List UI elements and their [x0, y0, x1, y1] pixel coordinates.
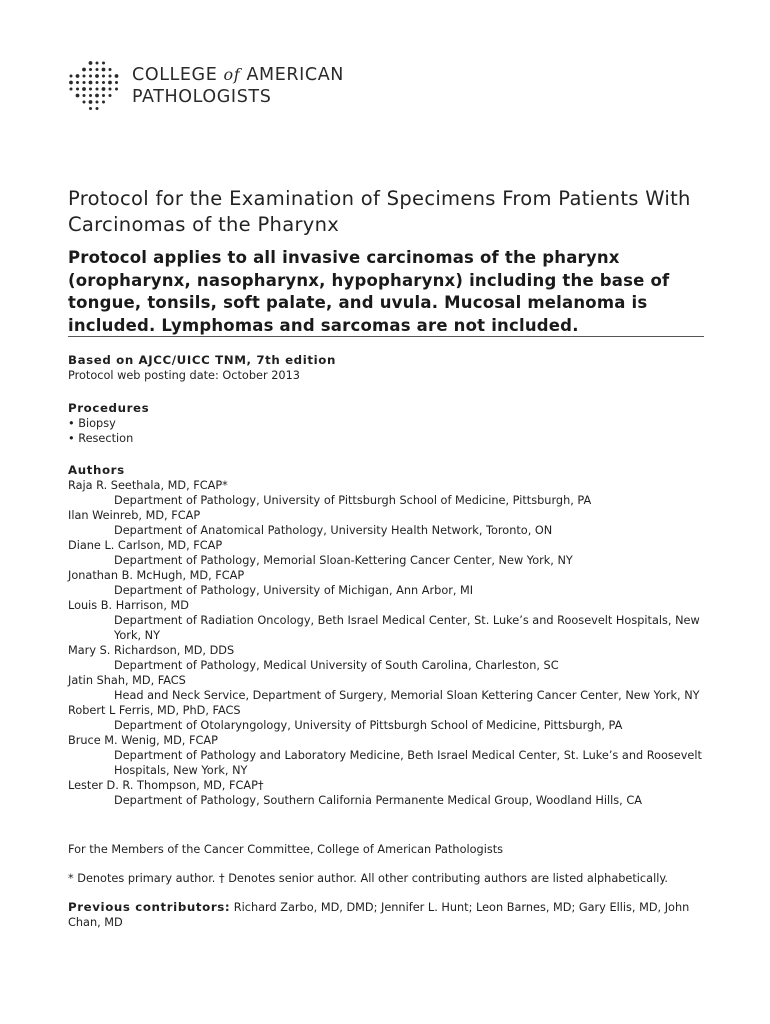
- previous-contributors-label: Previous contributors:: [68, 900, 231, 914]
- logo-dot: [95, 94, 99, 98]
- logo-dot: [115, 88, 118, 91]
- logo-line-2: PATHOLOGISTS: [132, 87, 272, 107]
- logo-dot: [70, 75, 73, 78]
- author-name: Ilan Weinreb, MD, FCAP: [68, 509, 201, 522]
- logo-line-1: COLLEGE of AMERICAN: [132, 65, 344, 85]
- logo-dot: [108, 81, 112, 85]
- logo-dot: [102, 94, 105, 97]
- posting-date: Protocol web posting date: October 2013: [68, 369, 300, 382]
- previous-contributors-names: Richard Zarbo, MD, DMD; Jennifer L. Hunt; Leon Barnes, MD; Gary Ellis, MD, John Chan, MD: [68, 901, 690, 929]
- author-name: Diane L. Carlson, MD, FCAP: [68, 539, 223, 552]
- author-name: Raja R. Seethala, MD, FCAP*: [68, 479, 228, 492]
- logo-dot: [96, 68, 99, 71]
- logo-dot: [89, 100, 93, 104]
- author-affiliation: Department of Otolaryngology, University of Pittsburgh School of Medicine, Pittsburgh, PA: [114, 719, 623, 732]
- logo-dot: [76, 94, 80, 98]
- author-list: [68, 478, 708, 808]
- logo-dot: [83, 81, 86, 84]
- author-affiliation: Department of Pathology, University of Pittsburgh School of Medicine, Pittsburgh, PA: [114, 494, 592, 507]
- logo-dot: [89, 88, 92, 91]
- author-name: Lester D. R. Thompson, MD, FCAP†: [68, 779, 264, 792]
- logo-dot: [89, 68, 92, 71]
- authors-section: [68, 463, 708, 808]
- authors-heading: Authors: [68, 463, 125, 477]
- procedure-item: • Biopsy: [68, 417, 116, 430]
- author-name: Robert L Ferris, MD, PhD, FACS: [68, 704, 241, 717]
- logo-dot: [76, 81, 79, 84]
- logo-dot: [109, 75, 112, 78]
- logo-dot: [76, 88, 79, 91]
- logo-wordmark: [132, 64, 344, 108]
- author-name: Bruce M. Wenig, MD, FCAP: [68, 734, 218, 747]
- author-affiliation: Department of Pathology, University of Michigan, Ann Arbor, MI: [114, 584, 474, 597]
- logo-dot: [96, 62, 99, 65]
- logo-dot: [83, 75, 86, 78]
- logo-dot: [115, 81, 118, 84]
- logo-dot: [89, 81, 93, 85]
- logo-dot: [96, 81, 99, 84]
- logo-dot: [96, 101, 99, 104]
- logo-dot: [82, 87, 86, 91]
- author-affiliation: Department of Pathology, Medical University of South Carolina, Charleston, SC: [114, 659, 559, 672]
- logo-dot: [96, 107, 99, 110]
- author-name: Jatin Shah, MD, FACS: [68, 674, 186, 687]
- author-affiliation: Department of Pathology, Southern California Permanente Medical Group, Woodland Hills, CA: [114, 794, 642, 807]
- logo-dot: [82, 68, 86, 72]
- logo-dot: [102, 101, 105, 104]
- procedures-section: [68, 401, 708, 446]
- document-subtitle: Protocol applies to all invasive carcinomas of the pharynx (oropharynx, nasopharynx, hypopharynx) including the base of tongue, tonsils, soft palate, and uvula. Mucosal melanoma is included. Lymphomas and sarcomas are not included.: [68, 248, 670, 335]
- logo-dot: [102, 75, 105, 78]
- logo-dot: [83, 94, 86, 97]
- author-name: Louis B. Harrison, MD: [68, 599, 189, 612]
- committee-note: For the Members of the Cancer Committee, College of American Pathologists: [68, 843, 504, 856]
- author-name: Jonathan B. McHugh, MD, FCAP: [68, 569, 245, 582]
- logo-dot: [89, 107, 92, 110]
- logo-dot: [109, 88, 112, 91]
- cap-dot-grid-icon: [68, 60, 120, 112]
- author-affiliation: Head and Neck Service, Department of Surgery, Memorial Sloan Kettering Cancer Center, New York, NY: [114, 689, 700, 702]
- author-name: Mary S. Richardson, MD, DDS: [68, 644, 235, 657]
- edition-basis: Based on AJCC/UICC TNM, 7th edition: [68, 353, 336, 367]
- logo-dot: [102, 81, 105, 84]
- edition-section: [68, 353, 708, 383]
- logo-dot: [89, 75, 92, 78]
- logo-dot: [102, 62, 105, 65]
- author-affiliation: Department of Pathology, Memorial Sloan-Kettering Cancer Center, New York, NY: [114, 554, 573, 567]
- author-affiliation: Department of Radiation Oncology, Beth Israel Medical Center, St. Luke’s and Roosevelt Hospitals, New York, NY: [114, 614, 700, 642]
- title-divider: [68, 336, 704, 337]
- author-affiliation: Department of Anatomical Pathology, University Health Network, Toronto, ON: [114, 524, 553, 537]
- logo-dot: [115, 74, 119, 78]
- document-title: Protocol for the Examination of Specimens From Patients With Carcinomas of the Pharynx: [68, 187, 691, 236]
- logo-dot: [102, 87, 106, 91]
- logo-dot: [89, 61, 93, 65]
- previous-contributors: [68, 900, 708, 930]
- logo-dot: [83, 101, 86, 104]
- procedure-item: • Resection: [68, 432, 134, 445]
- logo-dot: [70, 88, 73, 91]
- logo-dot: [76, 74, 80, 78]
- logo-dot: [89, 94, 92, 97]
- logo-dot: [109, 68, 112, 71]
- author-affiliation: Department of Pathology and Laboratory Medicine, Beth Israel Medical Center, St. Luke’s and Roosevelt Hospitals, New York, NY: [114, 749, 702, 777]
- logo-dot: [95, 74, 99, 78]
- logo-dot: [109, 94, 112, 97]
- procedures-heading: Procedures: [68, 401, 150, 415]
- logo-dot: [102, 68, 106, 72]
- logo-dot: [96, 88, 99, 91]
- logo-dot: [69, 81, 73, 85]
- authorship-footnote: * Denotes primary author. † Denotes senior author. All other contributing authors are listed alphabetically.: [68, 872, 669, 885]
